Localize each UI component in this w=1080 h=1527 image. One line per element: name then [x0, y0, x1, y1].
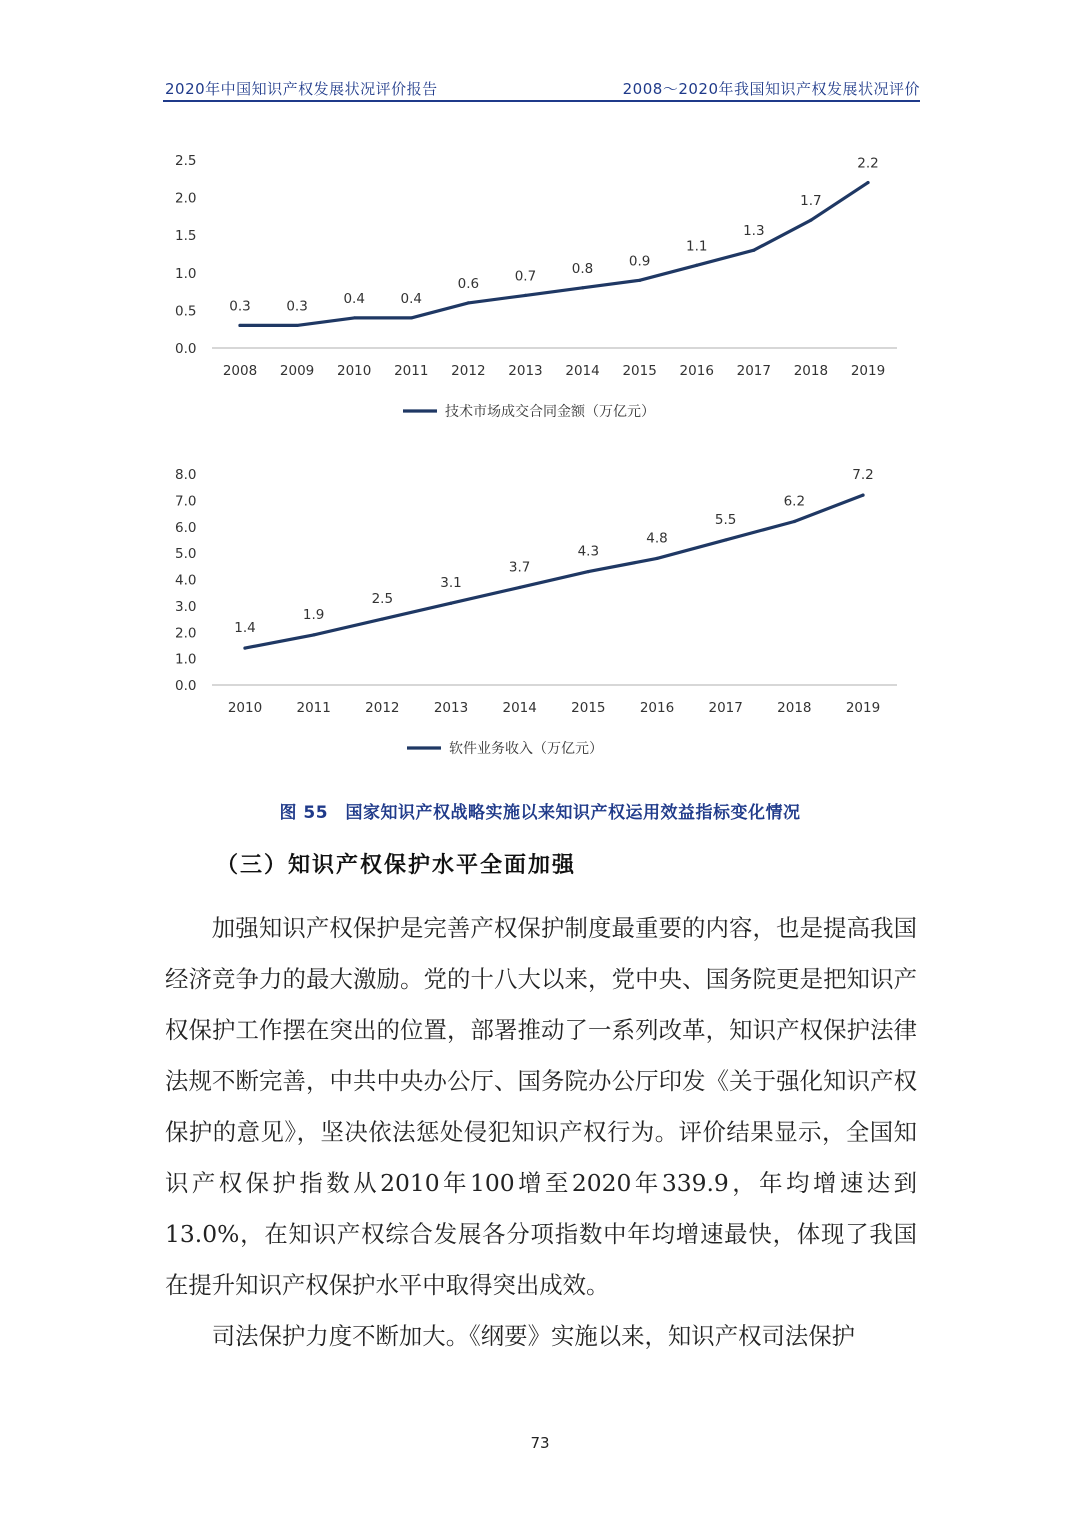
- x-tick-label: 2010: [227, 700, 263, 716]
- data-label: 3.1: [440, 575, 462, 592]
- data-point: [238, 324, 241, 327]
- data-label: 6.2: [783, 493, 806, 510]
- data-label: 4.3: [577, 543, 600, 560]
- y-tick-label: 7.0: [175, 493, 197, 510]
- data-point: [243, 646, 246, 649]
- section-heading: （三）知识产权保护水平全面加强: [216, 853, 577, 878]
- data-label: 0.3: [286, 298, 308, 315]
- data-label: 1.3: [743, 223, 765, 240]
- data-label: 0.7: [514, 268, 537, 285]
- y-tick-label: 1.5: [175, 228, 197, 245]
- data-point: [809, 219, 812, 222]
- y-tick-label: 3.0: [175, 598, 197, 615]
- y-tick-label: 0.0: [175, 341, 197, 357]
- data-label: 1.9: [302, 606, 325, 623]
- body-text: [165, 903, 917, 1362]
- data-label: 1.1: [685, 238, 708, 255]
- data-point: [793, 520, 796, 523]
- y-tick-label: 2.5: [175, 153, 197, 169]
- x-tick-label: 2016: [679, 363, 714, 379]
- y-tick-label: 4.0: [175, 572, 197, 589]
- x-tick-label: 2018: [777, 700, 812, 716]
- data-point: [695, 264, 698, 267]
- data-point: [518, 586, 521, 589]
- data-point: [410, 316, 413, 319]
- x-tick-label: 2012: [365, 700, 400, 716]
- series-line: [240, 183, 868, 326]
- y-tick-label: 2.0: [175, 190, 197, 207]
- data-point: [724, 538, 727, 541]
- data-label: 0.3: [229, 298, 251, 315]
- data-point: [295, 324, 298, 327]
- y-tick-label: 1.0: [175, 651, 197, 668]
- data-label: 0.9: [628, 253, 651, 270]
- data-point: [861, 494, 864, 497]
- data-point: [752, 249, 755, 252]
- body-paragraph: 司法保护力度不断加大。《纲要》实施以来，知识产权司法保护: [211, 1322, 856, 1350]
- software-revenue-chart: [0, 462, 1080, 772]
- data-point: [449, 602, 452, 605]
- x-tick-label: 2019: [845, 700, 881, 716]
- y-tick-label: 5.0: [175, 546, 197, 563]
- x-tick-label: 2014: [565, 363, 600, 379]
- x-tick-label: 2012: [451, 363, 486, 379]
- y-tick-label: 1.0: [175, 265, 197, 282]
- x-tick-label: 2014: [502, 700, 537, 716]
- data-label: 1.7: [800, 193, 822, 210]
- x-tick-label: 2008: [222, 363, 258, 379]
- x-tick-label: 2013: [508, 363, 543, 379]
- x-tick-label: 2016: [639, 700, 675, 716]
- x-tick-label: 2015: [571, 700, 606, 716]
- data-label: 0.4: [343, 290, 365, 307]
- data-label: 0.8: [571, 260, 594, 277]
- data-point: [467, 301, 470, 304]
- data-point: [866, 181, 869, 184]
- data-point: [638, 279, 641, 282]
- header-section-title: 2008～2020年我国知识产权发展状况评价: [622, 80, 920, 98]
- body-paragraph: 加强知识产权保护是完善产权保护制度最重要的内容，也是提高我国经济竞争力的最大激励。党的十八大以来，党中央、国务院更是把知识产权保护工作摆在突出的位置，部署推动了一系列改革，知识产权保护法律法规不断完善，中共中央办公厅、国务院办公厅印发《关于强化知识产权保护的意见》，坚决依法惩处侵犯知识产权行为。评价结果显示，全国知识产权保护指数从2010年100增至2020年339.9，年均增速达到13.0%，在知识产权综合发展各分项指数中年均增速最快，体现了我国在提升知识产权保护水平中取得突出成效。: [165, 914, 917, 1299]
- technology-market-contract-chart: [0, 150, 1080, 430]
- data-label: 7.2: [852, 467, 874, 484]
- data-label: 2.2: [857, 155, 879, 172]
- y-tick-label: 0.0: [175, 678, 197, 694]
- data-point: [524, 294, 527, 297]
- data-label: 5.5: [714, 511, 737, 528]
- data-point: [655, 557, 658, 560]
- x-tick-label: 2009: [279, 363, 315, 379]
- y-tick-label: 0.5: [175, 303, 197, 320]
- data-label: 3.7: [508, 559, 531, 576]
- data-point: [312, 633, 315, 636]
- data-label: 4.8: [646, 530, 668, 547]
- x-tick-label: 2015: [622, 363, 657, 379]
- x-tick-label: 2013: [433, 700, 469, 716]
- data-point: [581, 286, 584, 289]
- data-point: [381, 617, 384, 620]
- x-tick-label: 2017: [708, 700, 743, 716]
- figure-caption: 图 55 国家知识产权战略实施以来知识产权运用效益指标变化情况: [279, 803, 801, 823]
- legend-label: 软件业务收入（万亿元）: [449, 741, 603, 757]
- x-tick-label: 2010: [337, 363, 372, 379]
- x-tick-label: 2018: [793, 363, 829, 379]
- data-point: [587, 570, 590, 573]
- data-point: [353, 316, 356, 319]
- x-tick-label: 2019: [850, 363, 886, 379]
- data-label: 0.4: [400, 290, 423, 307]
- x-tick-label: 2011: [394, 363, 429, 379]
- y-tick-label: 2.0: [175, 625, 197, 642]
- legend-label: 技术市场成交合同金额（万亿元）: [445, 404, 655, 420]
- header-report-title: 2020年中国知识产权发展状况评价报告: [165, 80, 438, 98]
- page-number: 73: [530, 1434, 550, 1452]
- series-line: [245, 495, 863, 648]
- y-tick-label: 8.0: [175, 467, 197, 483]
- data-label: 0.6: [457, 275, 480, 292]
- x-tick-label: 2011: [296, 700, 331, 716]
- running-header: [163, 74, 920, 102]
- data-label: 2.5: [371, 591, 394, 608]
- y-tick-label: 6.0: [175, 519, 197, 536]
- x-tick-label: 2017: [736, 363, 771, 379]
- data-label: 1.4: [234, 620, 256, 637]
